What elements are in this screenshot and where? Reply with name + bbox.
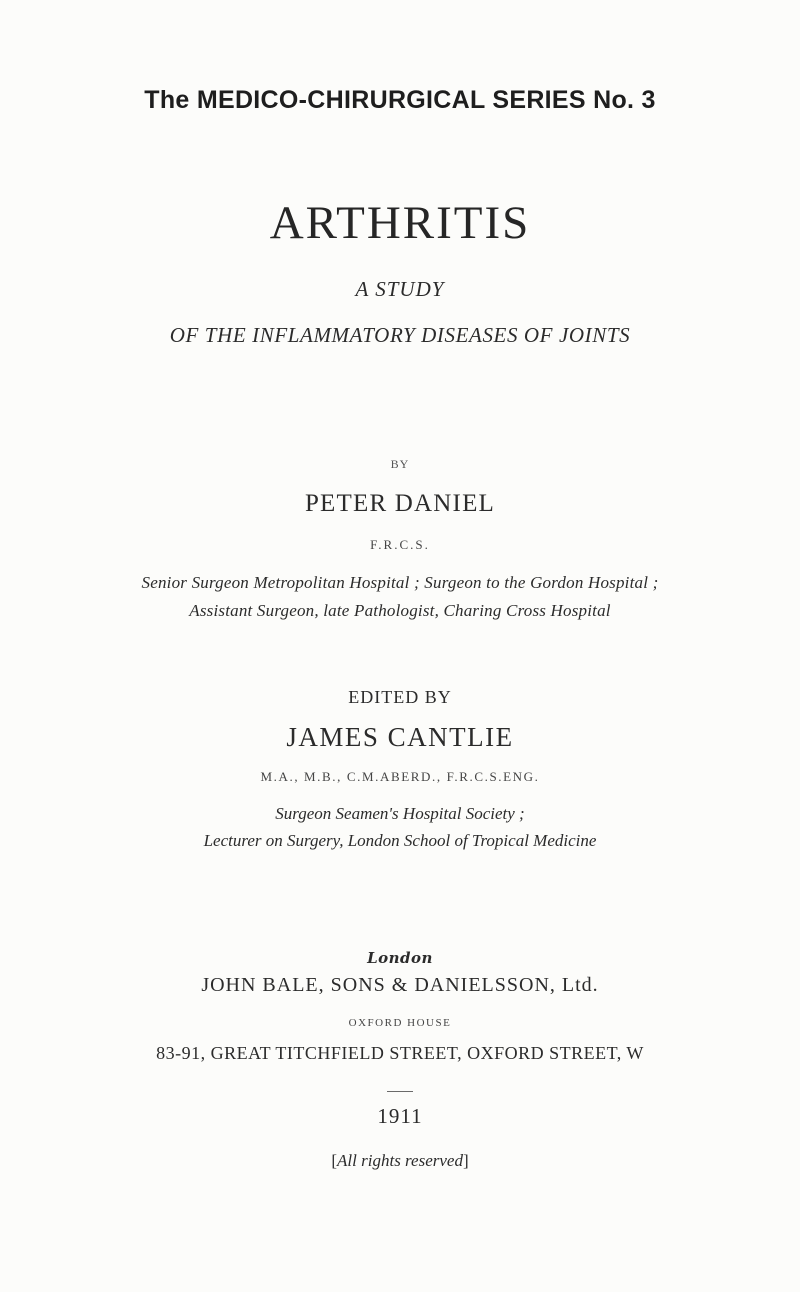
rights-bracket-open: [ bbox=[331, 1151, 338, 1170]
edited-by-label: EDITED BY bbox=[348, 687, 452, 707]
editor-position-line-2: Lecturer on Surgery, London School of Tropical Medicine bbox=[203, 831, 597, 850]
by-label: BY bbox=[390, 457, 410, 471]
rights-notice bbox=[0, 1151, 800, 1171]
editor-position-line-1: Surgeon Seamen's Hospital Society ; bbox=[275, 804, 525, 823]
author-position-line-2: Assistant Surgeon, late Pathologist, Charing Cross Hospital bbox=[189, 601, 611, 620]
author-degrees: F.R.C.S. bbox=[370, 537, 430, 552]
subtitle-line-2: OF THE INFLAMMATORY DISEASES OF JOINTS bbox=[169, 323, 631, 347]
publisher-address: 83-91, GREAT TITCHFIELD STREET, OXFORD STREET, W bbox=[156, 1043, 644, 1063]
editor-degrees: M.A., M.B., C.M.ABERD., F.R.C.S.ENG. bbox=[260, 769, 540, 784]
publisher-house: OXFORD HOUSE bbox=[348, 1017, 452, 1029]
rights-text: All rights reserved bbox=[337, 1151, 463, 1170]
publication-year: 1911 bbox=[377, 1104, 423, 1128]
rights-bracket-close: ] bbox=[462, 1151, 469, 1170]
divider-rule bbox=[387, 1091, 413, 1092]
imprint-place: London bbox=[367, 949, 433, 967]
author-name: PETER DANIEL bbox=[304, 490, 496, 517]
author-position-line-1: Senior Surgeon Metropolitan Hospital ; Surgeon to the Gordon Hospital ; bbox=[141, 573, 659, 592]
editor-name: JAMES CANTLIE bbox=[286, 722, 514, 752]
publisher-name: JOHN BALE, SONS & DANIELSSON, Ltd. bbox=[201, 974, 599, 996]
subtitle-line-1: A STUDY bbox=[355, 277, 445, 301]
book-title: ARTHRITIS bbox=[269, 197, 531, 249]
series-heading: The MEDICO-CHIRURGICAL SERIES No. 3 bbox=[144, 86, 656, 114]
